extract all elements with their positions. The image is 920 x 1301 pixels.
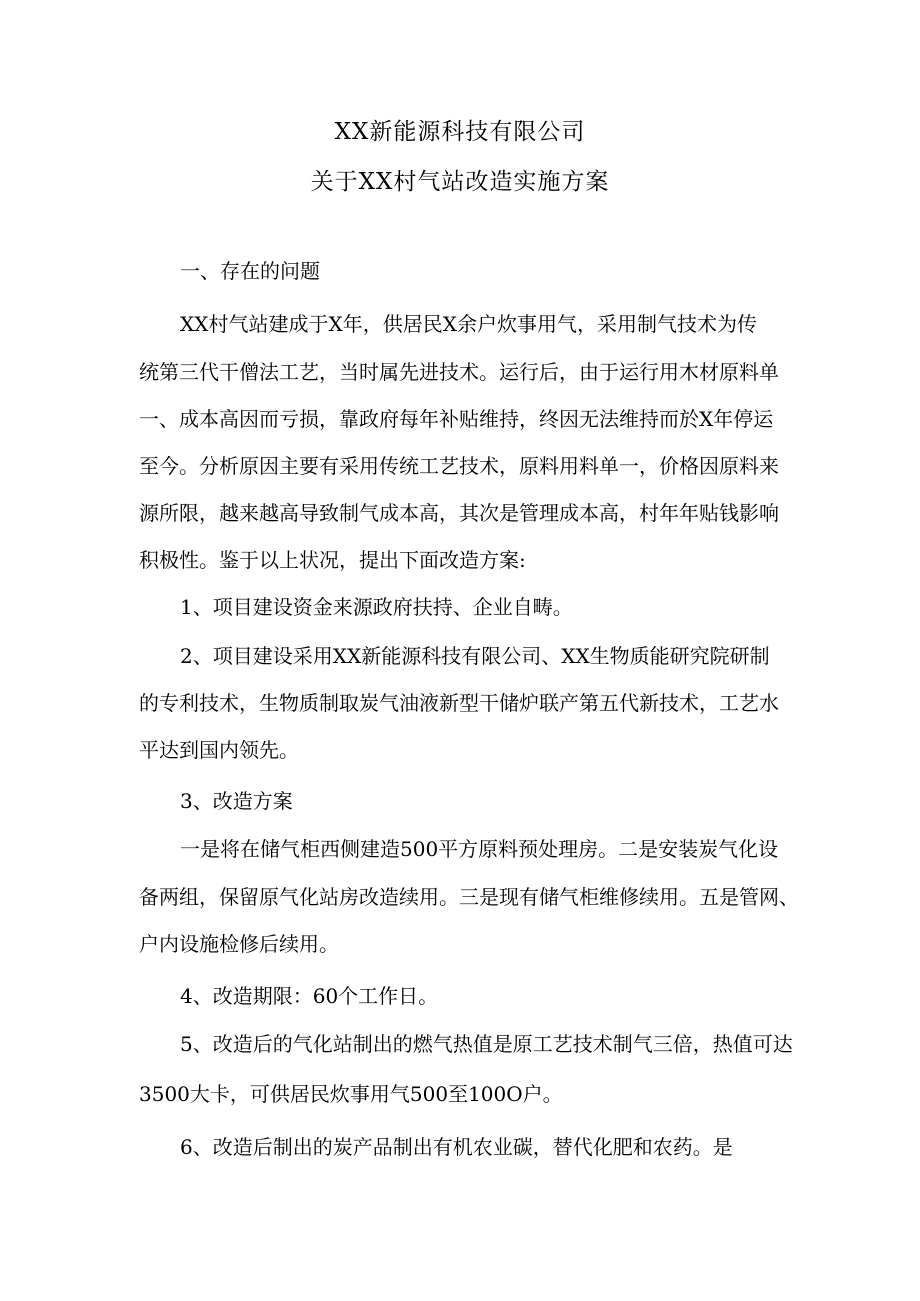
- paragraph-line: 平达到国内领先。: [139, 738, 299, 762]
- paragraph-line: 至今。分析原因主要有采用传统工艺技术，原料用料单一，价格因原料来: [139, 454, 779, 478]
- list-item: 1、项目建设资金来源政府扶持、企业自畴。: [180, 595, 573, 619]
- list-item: 6、改造后制出的炭产品制出有机农业碳，替代化肥和农药。是: [180, 1135, 733, 1159]
- list-item: 5、改造后的气化站制出的燃气热值是原工艺技术制气三倍，热值可达: [180, 1032, 793, 1056]
- list-item: 4、改造期限：60个工作日。: [180, 984, 439, 1008]
- paragraph-line: 一、成本高因而亏损，靠政府每年补贴维持，终因无法维持而於X年停运: [139, 407, 774, 431]
- paragraph-line: 的专利技术，生物质制取炭气油液新型干储炉联产第五代新技术，工艺水: [139, 691, 779, 715]
- paragraph-line: 积极性。鉴于以上状况，提出下面改造方案:: [139, 548, 526, 572]
- list-item: 2、项目建设采用XX新能源科技有限公司、XX生物质能研究院研制: [180, 644, 770, 668]
- paragraph-line: XX村气站建成于X年，供居民X余户炊事用气，采用制气技术为传: [180, 312, 757, 336]
- paragraph-line: 一是将在储气柜西侧建造500平方原料预处理房。二是安装炭气化设: [180, 837, 779, 861]
- paragraph-line: 3500大卡，可供居民炊事用气500至100O户。: [139, 1082, 563, 1106]
- paragraph-line: 统第三代干僧法工艺，当时属先进技术。运行后，由于运行用木材原料单: [139, 360, 779, 384]
- list-item: 3、改造方案: [180, 789, 293, 813]
- paragraph-line: 源所限，越来越高导致制气成本高，其次是管理成本高，村年年贴钱影响: [139, 501, 779, 525]
- section-heading: 一、存在的问题: [180, 259, 320, 283]
- company-title: XX新能源科技有限公司: [334, 119, 586, 145]
- paragraph-line: 户内设施检修后续用。: [139, 932, 339, 956]
- document-title: 关于XX村气站改造实施方案: [310, 169, 610, 195]
- paragraph-line: 备两组，保留原气化站房改造续用。三是现有储气柜维修续用。五是管网、: [139, 885, 799, 909]
